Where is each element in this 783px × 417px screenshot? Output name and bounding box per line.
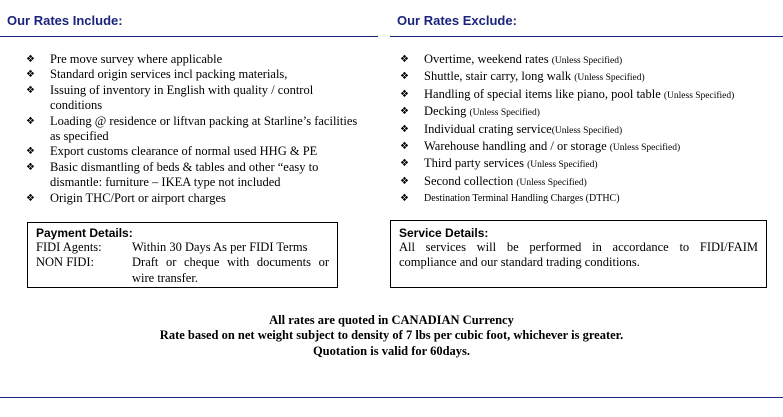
payment-row (36, 255, 329, 286)
include-item-text: Origin THC/Port or airport charges (50, 190, 226, 205)
include-item (26, 191, 366, 206)
exclude-item-note: (Unless Specified) (574, 73, 645, 84)
rate-note-line: Rate based on net weight subject to density of 7 lbs per cubic foot, whichever is greater. (159, 328, 624, 343)
diamond-bullet-icon: ❖ (400, 88, 409, 100)
include-item (26, 67, 366, 82)
service-details-title: Service Details: (399, 226, 489, 240)
exclude-heading: Our Rates Exclude: (397, 13, 517, 28)
diamond-bullet-icon: ❖ (26, 161, 35, 173)
exclude-item-note: (Unless Specified) (516, 177, 587, 188)
include-item-text: Loading @ residence or liftvan packing at Starline’s facilities as specified (50, 113, 358, 144)
exclude-item-text: Second collection (424, 173, 517, 188)
exclude-item (400, 156, 780, 173)
exclude-item (400, 87, 780, 104)
service-details-box (390, 220, 767, 288)
exclude-item-text: Handling of special items like piano, pool table (424, 86, 664, 101)
exclude-item-text: Shuttle, stair carry, long walk (424, 69, 575, 84)
heading-rule-right (390, 36, 783, 37)
exclude-item-text: Third party services (424, 156, 528, 171)
exclude-item (400, 139, 780, 156)
diamond-bullet-icon: ❖ (400, 175, 409, 187)
exclude-item-text: Overtime, weekend rates (424, 52, 552, 66)
exclude-item-text: Decking (424, 104, 470, 119)
payment-details-title: Payment Details: (36, 226, 133, 240)
payment-row (36, 240, 329, 255)
diamond-bullet-icon: ❖ (400, 71, 409, 83)
exclude-item-note: (Unless Specified) (609, 143, 681, 154)
exclude-item-text: Warehouse handling and / or storage (424, 139, 610, 154)
diamond-bullet-icon: ❖ (26, 54, 35, 65)
include-list (26, 52, 366, 206)
exclude-item-note: (Unless Specified) (527, 160, 598, 171)
payment-row-value: Within 30 Days As per FIDI Terms (132, 240, 308, 254)
diamond-bullet-icon: ❖ (400, 54, 409, 65)
exclude-item (400, 69, 780, 86)
include-item (26, 114, 366, 145)
include-item (26, 160, 366, 191)
diamond-bullet-icon: ❖ (400, 106, 409, 118)
include-item-text: Issuing of inventory in English with quality / control conditions (50, 82, 314, 113)
include-item-text: Export customs clearance of normal used HHG & PE (50, 144, 318, 159)
exclude-item-note: (Unless Specified) (469, 108, 540, 119)
rate-note-line: All rates are quoted in CANADIAN Currency (269, 313, 514, 327)
diamond-bullet-icon: ❖ (26, 115, 35, 127)
exclude-item (400, 174, 780, 191)
include-item (26, 52, 366, 67)
payment-row-label: FIDI Agents: (36, 240, 102, 254)
exclude-item (400, 191, 780, 206)
exclude-item (400, 104, 780, 121)
diamond-bullet-icon: ❖ (26, 84, 35, 96)
rate-note-line: Quotation is valid for 60days. (312, 343, 471, 358)
exclude-item-note: (Unless Specified) (663, 90, 735, 101)
rate-notes (0, 313, 783, 359)
diamond-bullet-icon: ❖ (26, 192, 35, 204)
include-heading: Our Rates Include: (7, 13, 123, 28)
payment-details-box (27, 222, 338, 288)
include-item-text: Pre move survey where applicable (50, 52, 223, 66)
exclude-list (400, 52, 780, 207)
diamond-bullet-icon: ❖ (400, 141, 409, 153)
diamond-bullet-icon: ❖ (26, 69, 35, 81)
include-item-text: Standard origin services incl packing materials, (50, 67, 288, 82)
include-item (26, 83, 366, 114)
diamond-bullet-icon: ❖ (400, 193, 409, 205)
exclude-item (400, 122, 780, 139)
include-item (26, 144, 366, 159)
payment-row-label: NON FIDI: (36, 255, 94, 270)
exclude-item (400, 52, 780, 69)
diamond-bullet-icon: ❖ (400, 123, 409, 135)
exclude-item-text: Individual crating service (424, 121, 552, 136)
heading-rule-left (0, 36, 378, 37)
diamond-bullet-icon: ❖ (26, 146, 35, 158)
bottom-rule (0, 397, 783, 398)
service-details-text: All services will be performed in accordance to FIDI/FAIM compliance and our standard trading conditions. (399, 240, 758, 270)
exclude-item-text: Destination Terminal Handling Charges (DTHC) (424, 193, 620, 205)
payment-row-value: Draft or cheque with documents or wire transfer. (132, 255, 329, 285)
exclude-item-note: (Unless Specified) (551, 56, 623, 66)
diamond-bullet-icon: ❖ (400, 158, 409, 170)
exclude-item-note: (Unless Specified) (551, 125, 623, 136)
include-item-text: Basic dismantling of beds & tables and other “easy to dismantle: furniture – IKEA type not included (50, 159, 319, 190)
